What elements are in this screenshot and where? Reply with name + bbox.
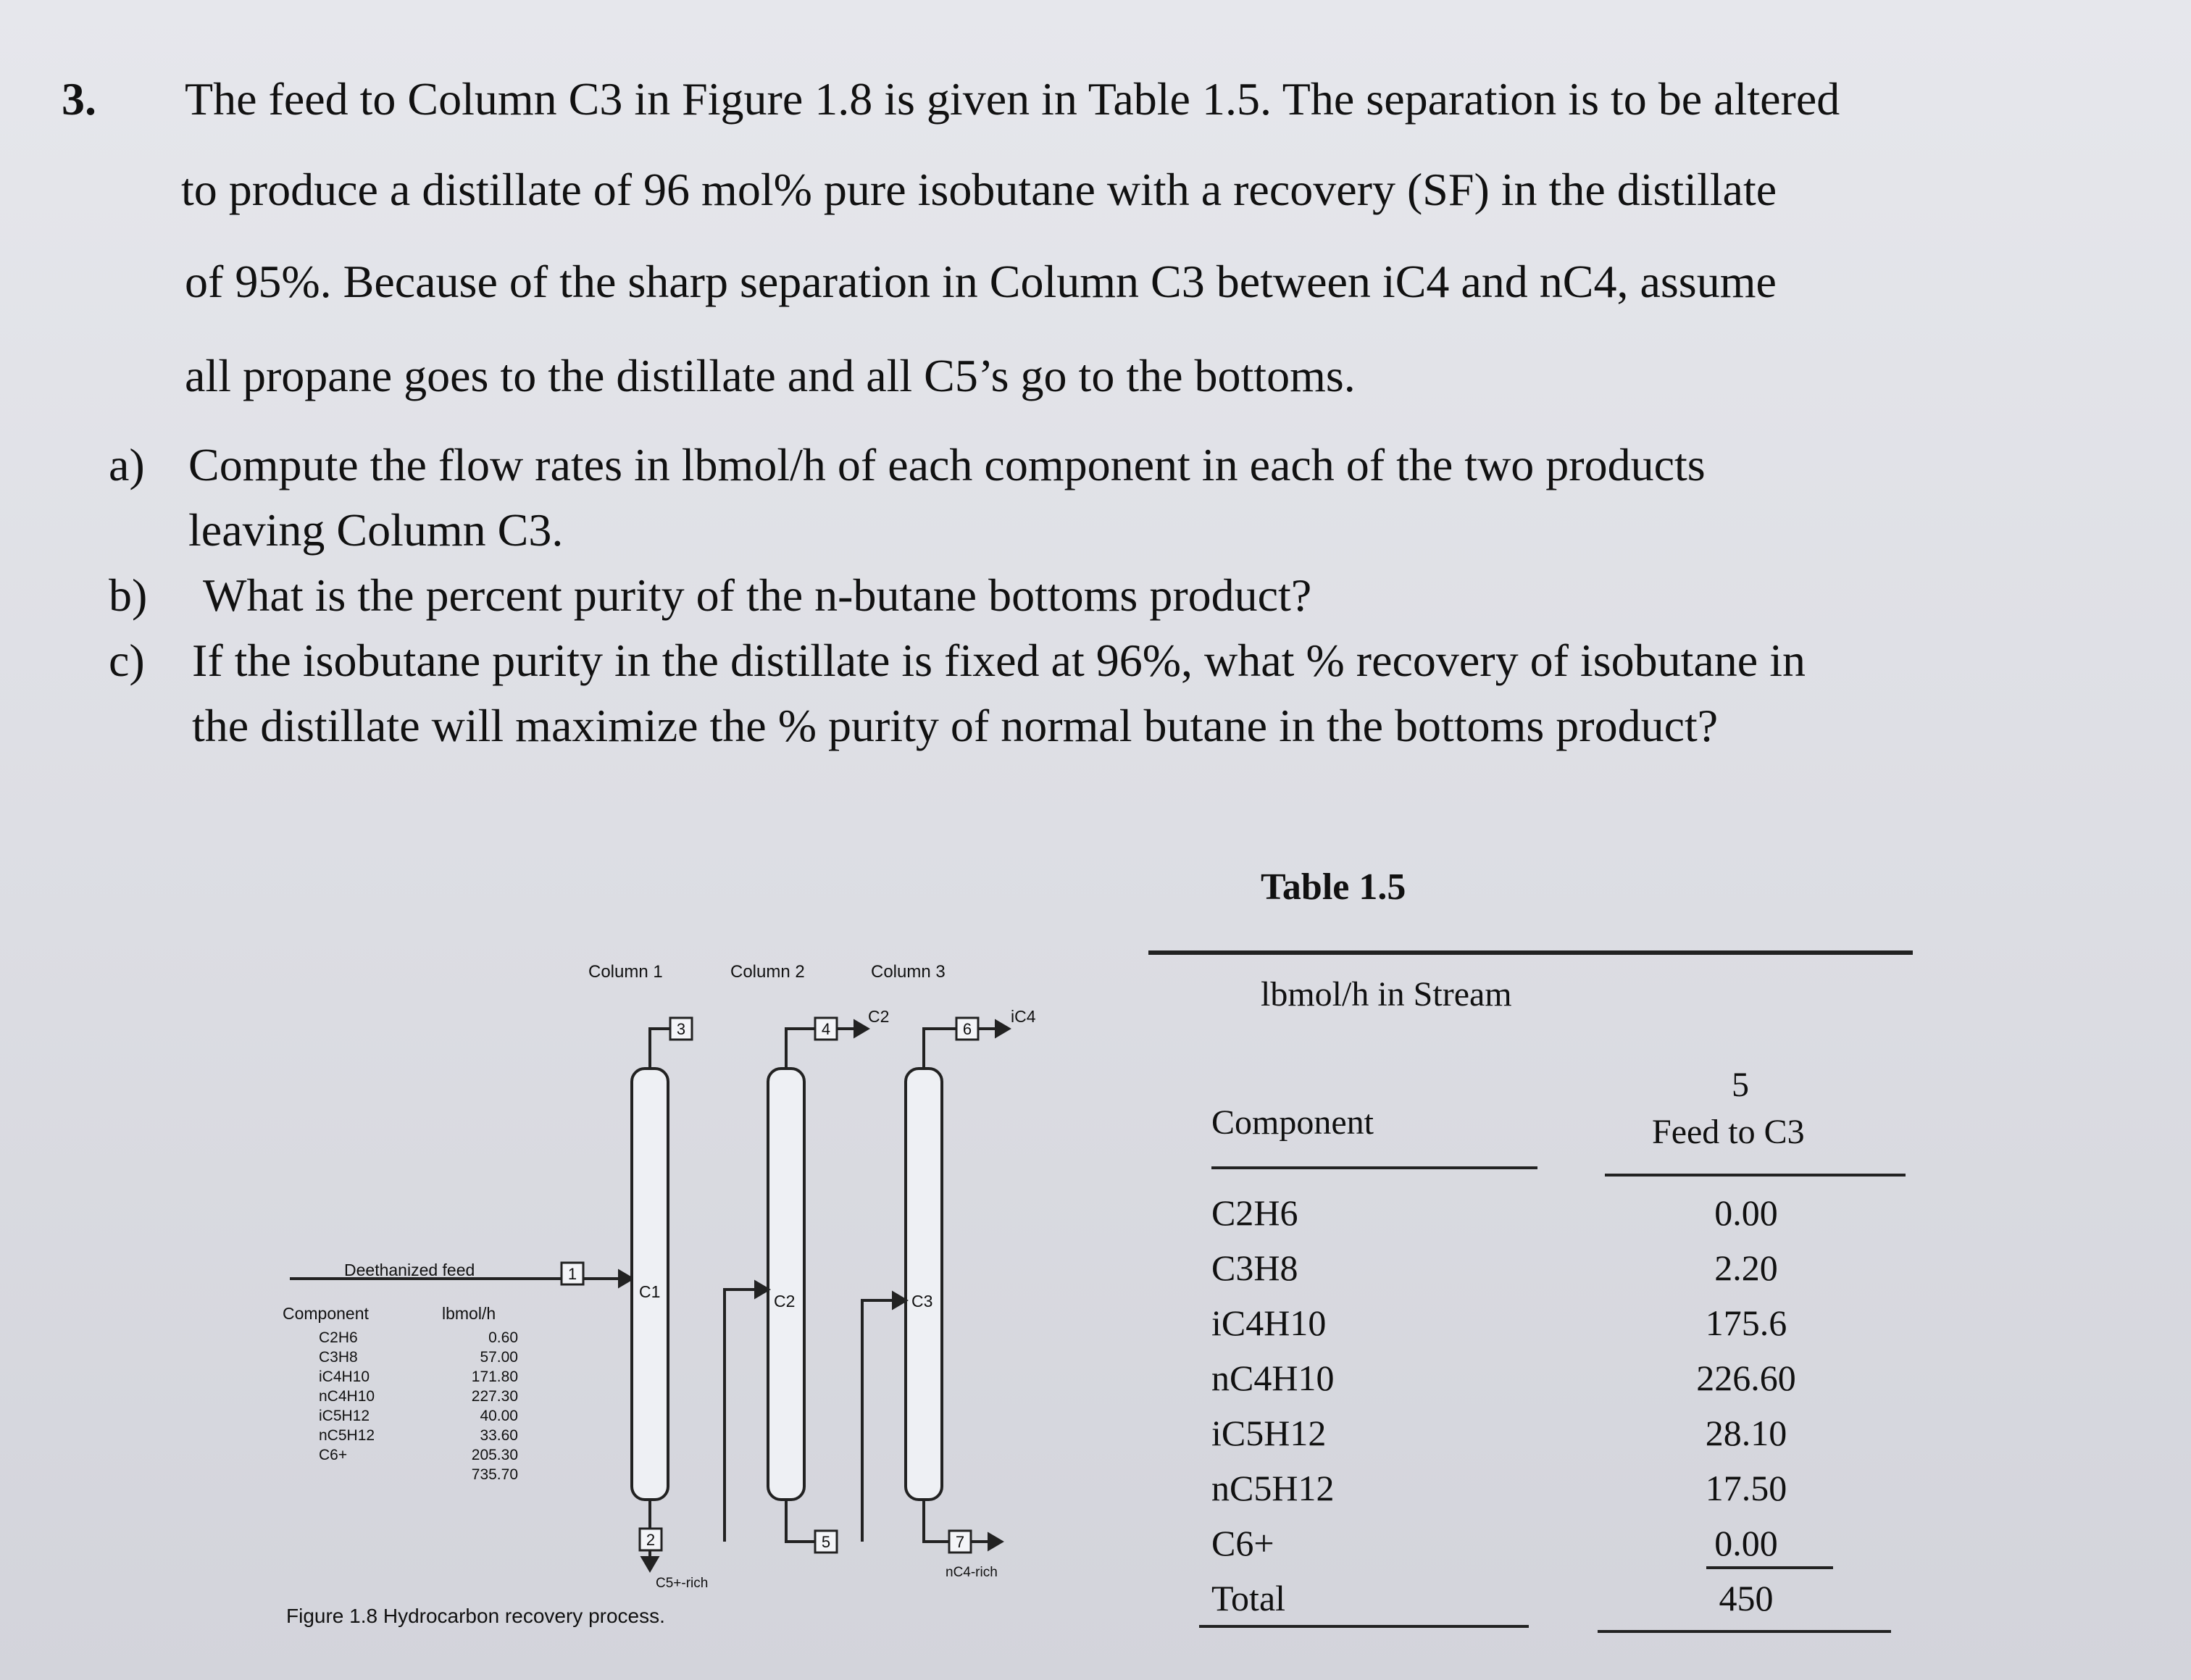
table-row-value: 28.10 [1705, 1413, 1787, 1453]
table-col-feed: Feed to C3 [1652, 1113, 1805, 1151]
stream-1-label: 1 [567, 1265, 577, 1283]
problem-number: 3. [62, 73, 96, 125]
stream-6-label: 6 [962, 1020, 972, 1038]
feed-row-component: iC5H12 [319, 1408, 370, 1424]
stream-5-label: 5 [821, 1533, 831, 1551]
feed-row-flow: 171.80 [471, 1368, 518, 1385]
table-total-rule [1706, 1566, 1833, 1569]
process-figure [275, 956, 1072, 1645]
table-bottom-rule-right [1598, 1630, 1891, 1633]
feed-row-flow: 0.60 [488, 1329, 518, 1346]
column-3-heading: Column 3 [871, 962, 946, 982]
part-c-line-2: the distillate will maximize the % purity of normal butane in the bottoms product? [192, 700, 1719, 751]
column-3-id: C3 [911, 1292, 933, 1311]
feed-row-component: C6+ [319, 1447, 348, 1463]
bottoms-c5-label: C5+-rich [656, 1576, 709, 1591]
problem-line-1: The feed to Column C3 in Figure 1.8 is given in Table 1.5. The separation is to be altered [185, 73, 1840, 125]
feed-row-flow: 205.30 [471, 1447, 518, 1463]
stream-7-label: 7 [955, 1533, 965, 1551]
column-3-body [906, 1069, 942, 1500]
feed-row-flow: 735.70 [471, 1466, 518, 1483]
feed-row-flow: 57.00 [480, 1349, 518, 1366]
table-title: Table 1.5 [1261, 866, 1406, 908]
part-a-line-1: Compute the flow rates in lbmol/h of each component in each of the two products [188, 439, 1706, 490]
table-row-component: C3H8 [1211, 1248, 1298, 1288]
part-c-label: c) [109, 635, 145, 686]
table-row-component: iC4H10 [1211, 1303, 1327, 1343]
table-header-rule-left [1211, 1166, 1537, 1169]
feed-table-header-flow: lbmol/h [442, 1304, 496, 1323]
column-2-body [768, 1069, 804, 1500]
table-row-value: 450 [1719, 1578, 1774, 1618]
feed-row-component: iC4H10 [319, 1368, 370, 1385]
overhead-ic4-label: iC4 [1011, 1007, 1036, 1026]
table-col-component: Component [1211, 1103, 1374, 1142]
overhead-c2-label: C2 [868, 1007, 890, 1026]
table-row-value: 2.20 [1714, 1248, 1778, 1288]
problem-line-2: to produce a distillate of 96 mol% pure isobutane with a recovery (SF) in the distillate [181, 164, 1777, 215]
table-row-value: 226.60 [1696, 1358, 1796, 1398]
table-row-value: 175.6 [1705, 1303, 1787, 1343]
column-2-heading: Column 2 [730, 962, 805, 982]
stream-4-label: 4 [821, 1020, 831, 1038]
table-top-rule [1148, 950, 1913, 955]
feed-label: Deethanized feed [344, 1261, 475, 1279]
stream-3-label: 3 [676, 1020, 686, 1038]
feed-row-flow: 40.00 [480, 1408, 518, 1424]
feed-row-component: C3H8 [319, 1349, 358, 1366]
column-1-heading: Column 1 [588, 962, 663, 982]
problem-line-3: of 95%. Because of the sharp separation in Column C3 between iC4 and nC4, assume [185, 256, 1777, 307]
part-b-line-1: What is the percent purity of the n-butane bottoms product? [203, 569, 1312, 621]
table-row-value: 17.50 [1705, 1468, 1787, 1508]
table-row-value: 0.00 [1714, 1192, 1778, 1233]
part-c-line-1: If the isobutane purity in the distillate is fixed at 96%, what % recovery of isobutane in [192, 635, 1806, 686]
table-header-rule-right [1605, 1174, 1906, 1177]
feed-row-flow: 227.30 [471, 1388, 518, 1405]
table-row-component: nC5H12 [1211, 1468, 1335, 1508]
table-subtitle: lbmol/h in Stream [1261, 975, 1512, 1014]
table-row-component: C2H6 [1211, 1192, 1298, 1233]
table-row-component: nC4H10 [1211, 1358, 1335, 1398]
stream-2-label: 2 [646, 1531, 656, 1549]
figure-caption: Figure 1.8 Hydrocarbon recovery process. [286, 1605, 665, 1627]
feed-row-component: nC4H10 [319, 1388, 375, 1405]
column-2-id: C2 [774, 1292, 796, 1311]
column-1-id: C1 [639, 1282, 661, 1301]
table-row-value: 0.00 [1714, 1523, 1778, 1563]
table-stream-number: 5 [1732, 1066, 1749, 1104]
process-diagram [275, 956, 1072, 1645]
bottoms-nc4-label: nC4-rich [946, 1565, 998, 1580]
part-b-label: b) [109, 569, 148, 621]
feed-table-header-component: Component [283, 1304, 369, 1323]
part-a-line-2: leaving Column C3. [188, 504, 564, 556]
feed-row-component: C2H6 [319, 1329, 358, 1346]
part-a-label: a) [109, 439, 145, 490]
problem-line-4: all propane goes to the distillate and all C5’s go to the bottoms. [185, 350, 1356, 401]
table-bottom-rule-left [1199, 1625, 1529, 1628]
table-row-component: Total [1211, 1578, 1286, 1618]
feed-row-component: nC5H12 [319, 1427, 375, 1444]
feed-row-flow: 33.60 [480, 1427, 518, 1444]
table-row-component: iC5H12 [1211, 1413, 1327, 1453]
table-row-component: C6+ [1211, 1523, 1274, 1563]
